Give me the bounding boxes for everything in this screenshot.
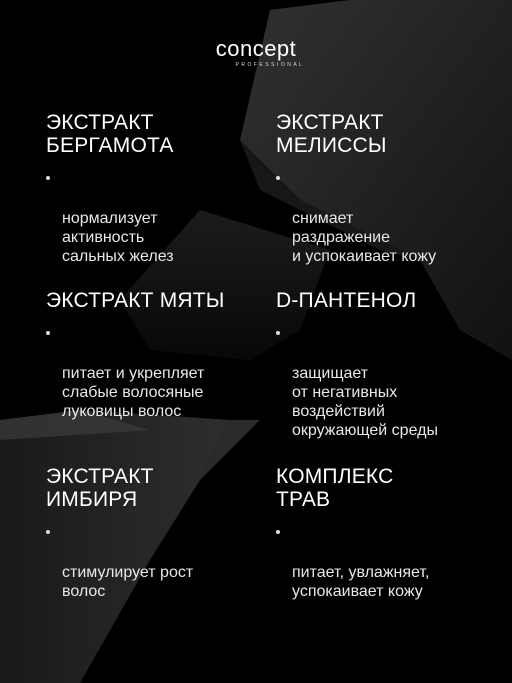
brand-logo [0,38,512,68]
brand-name: concept [215,36,297,61]
feature-title: КОМПЛЕКС ТРАВ [276,465,394,511]
feature-description-text: питает и укрепляет слабые волосяные луковицы волос [62,365,205,420]
feature-bergamot [46,111,174,266]
feature-description [276,525,429,601]
feature-description [46,326,225,421]
bullet-dot-icon [46,530,50,534]
feature-description-text: стимулирует рост волос [62,564,194,600]
bullet-dot-icon [276,176,280,180]
bullet-dot-icon [46,331,50,335]
feature-title: ЭКСТРАКТ МЯТЫ [46,289,225,312]
feature-mint [46,289,225,421]
feature-title: ЭКСТРАКТ МЕЛИССЫ [276,111,387,157]
feature-description [276,171,436,266]
feature-description-text: защищает от негативных воздействий окружающей среды [292,365,438,439]
feature-description-text: нормализует активность сальных желез [62,210,174,265]
feature-description [276,326,438,440]
feature-description [46,171,174,266]
feature-title: ЭКСТРАКТ БЕРГАМОТА [46,111,174,157]
feature-panthenol [276,289,438,440]
bullet-dot-icon [276,331,280,335]
feature-description [46,525,193,601]
bullet-dot-icon [276,530,280,534]
feature-title: ЭКСТРАКТ ИМБИРЯ [46,465,154,511]
feature-description-text: питает, увлажняет, успокаивает кожу [292,564,430,600]
feature-description-text: снимает раздражение и успокаивает кожу [292,210,437,265]
feature-melissa [276,111,436,266]
bullet-dot-icon [46,176,50,180]
brand-subtitle: PROFESSIONAL [235,62,305,68]
feature-herbs [276,465,429,601]
feature-ginger [46,465,193,601]
feature-title: D-ПАНТЕНОЛ [276,289,417,312]
